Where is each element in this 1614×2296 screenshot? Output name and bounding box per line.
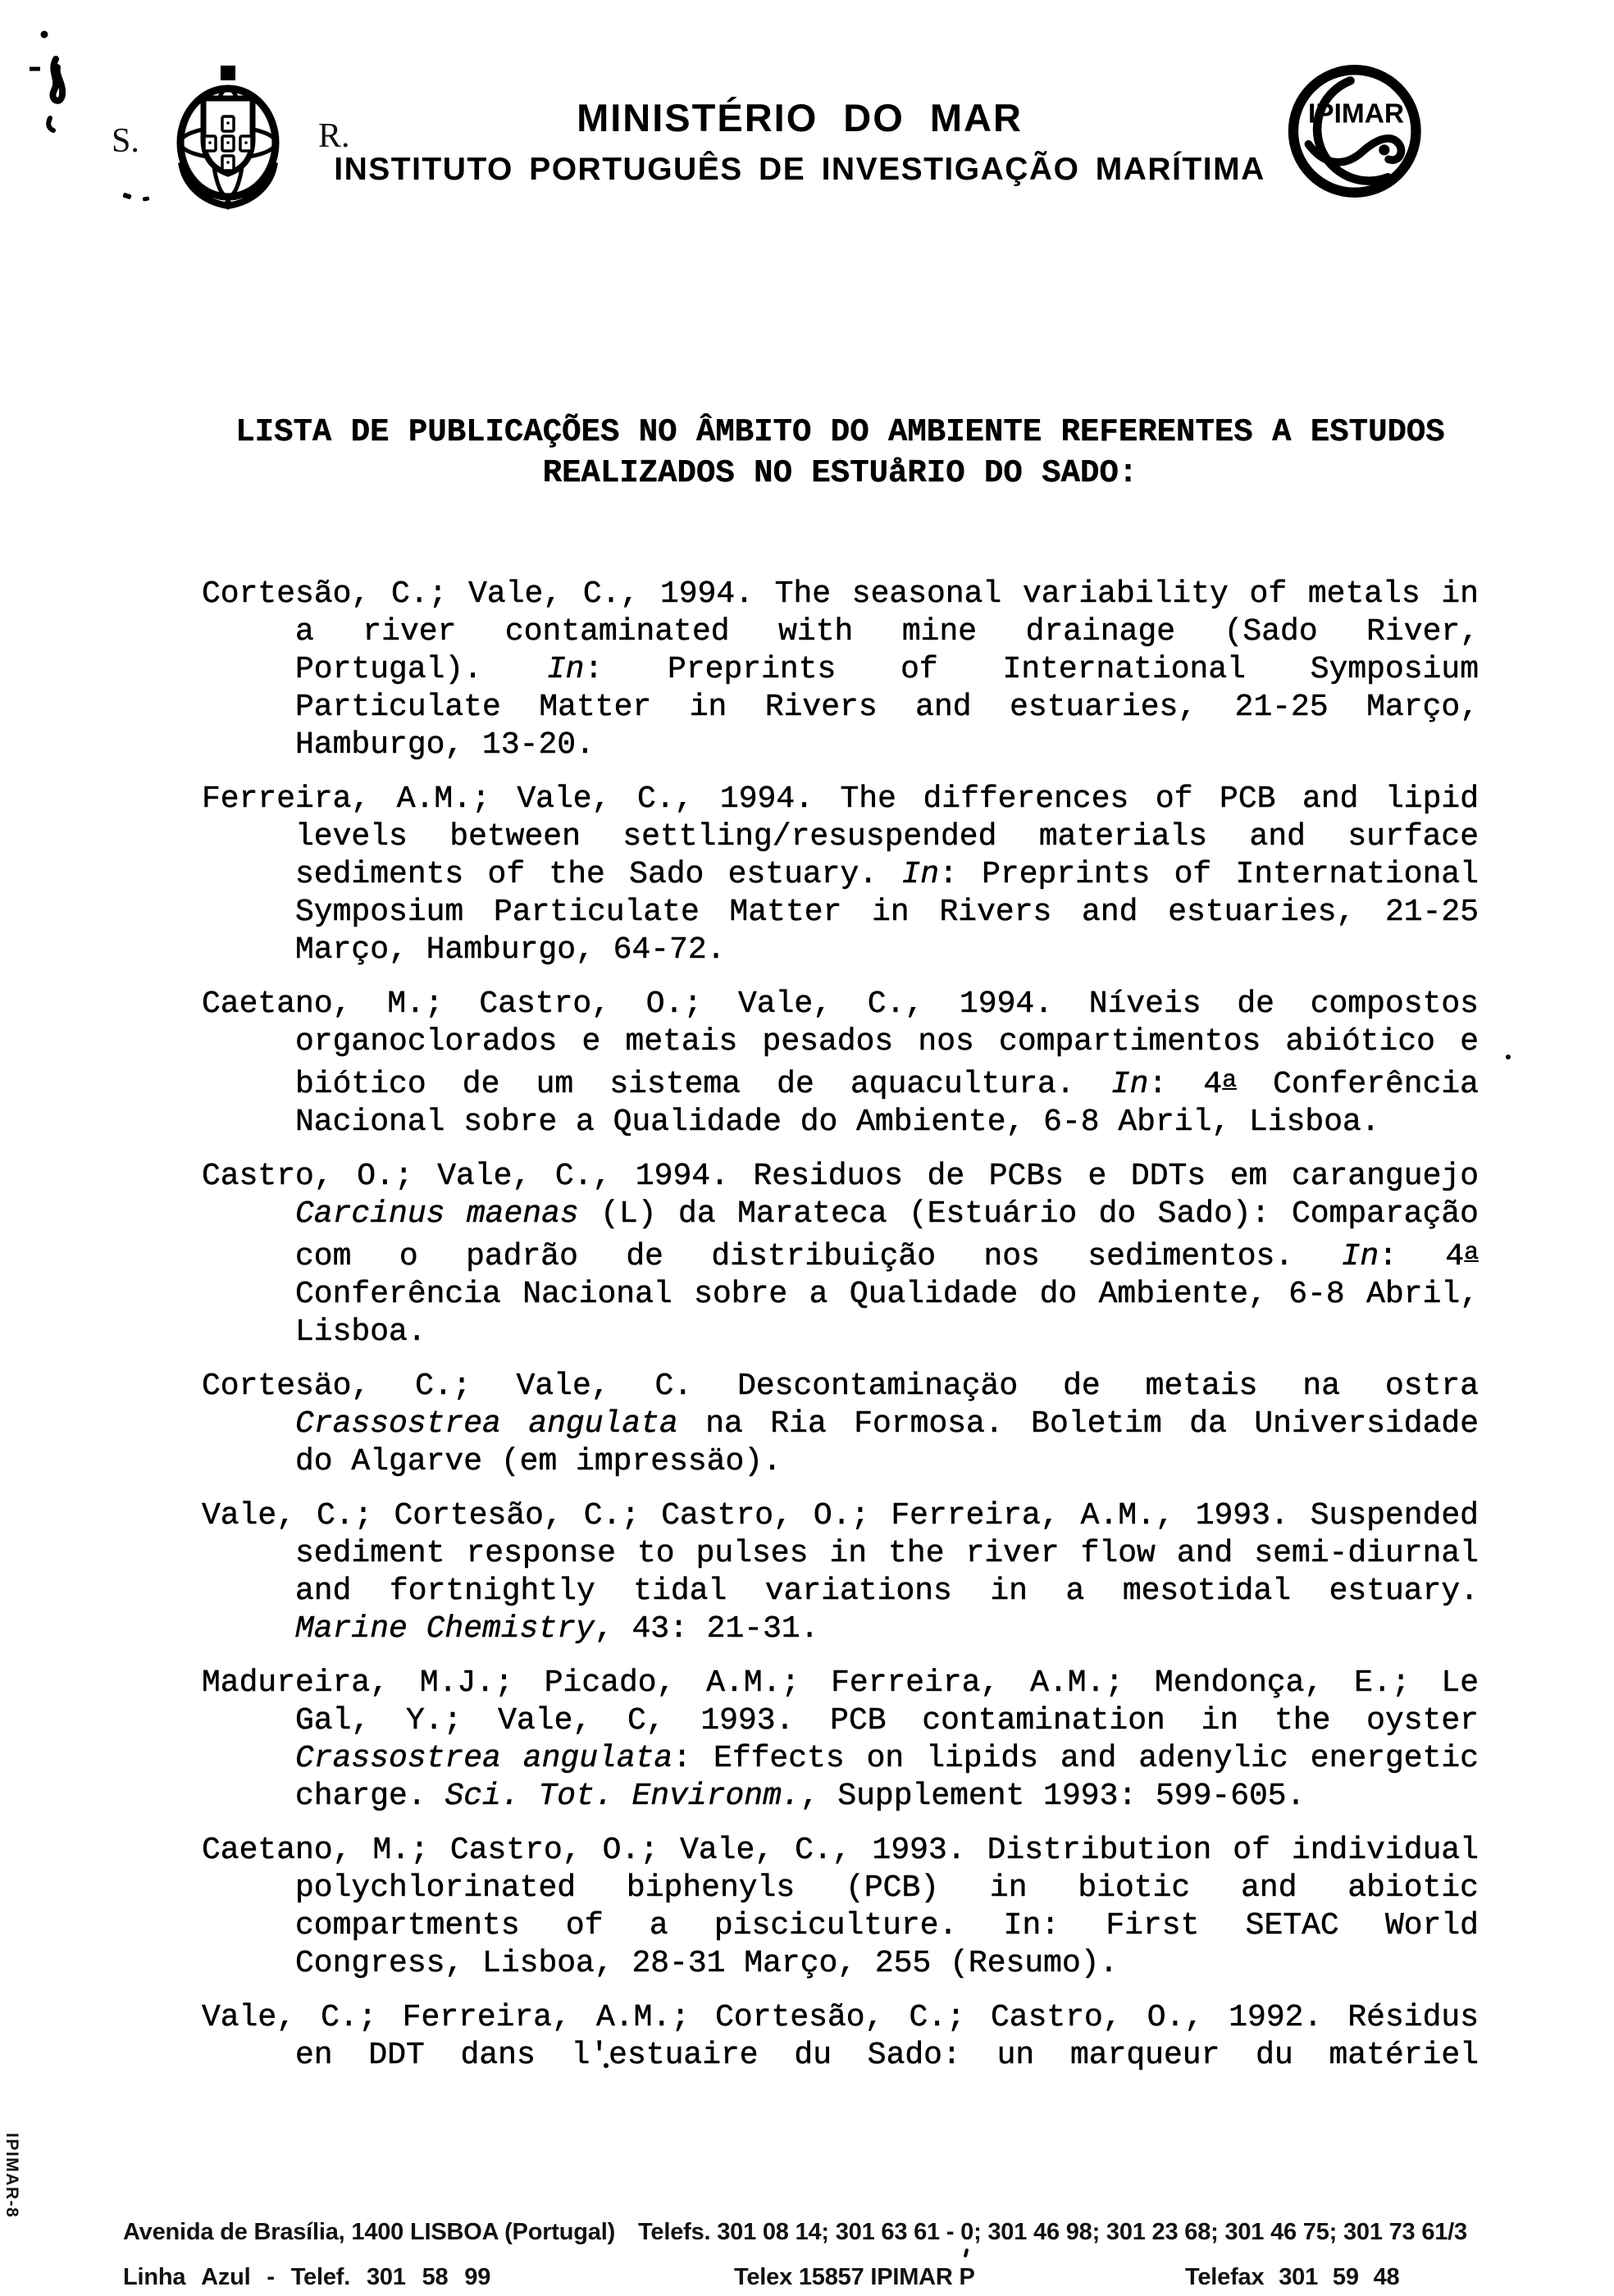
reference-text: compartments of a pisciculture. In: First SETAC World xyxy=(295,1908,1479,1943)
reference-line xyxy=(202,1702,1479,1740)
reference-entry xyxy=(202,1999,1479,2075)
reference-text: Cortesão, C.; Vale, C., 1994. The seasonal variability of metals in xyxy=(202,576,1479,612)
ink-speck xyxy=(122,193,131,200)
reference-text: Março, Hamburgo, 64-72. xyxy=(295,932,726,968)
reference-line xyxy=(202,1233,1479,1276)
reference-text: Vale, C.; Ferreira, A.M.; Cortesão, C.; Castro, O., 1992. Résidus xyxy=(202,2000,1479,2035)
reference-line xyxy=(202,1740,1479,1778)
reference-italic-text: In xyxy=(901,857,939,892)
reference-text: organoclorados e metais pesados nos compartimentos abiótico e xyxy=(295,1024,1479,1059)
reference-text: Caetano, M.; Castro, O.; Vale, C., 1994. Níveis de compostos xyxy=(202,986,1479,1022)
header-letter-s: S. xyxy=(112,122,139,160)
ordinal-superscript: a xyxy=(1464,1238,1479,1266)
reference-line xyxy=(202,1368,1479,1405)
reference-text: : Preprints of International Symposium xyxy=(584,652,1479,687)
reference-text: Castro, O.; Vale, C., 1994. Residuos de PCBs e DDTs em caranguejo xyxy=(202,1159,1479,1194)
ink-scribble-mark xyxy=(23,21,89,153)
reference-line xyxy=(202,1196,1479,1233)
reference-line xyxy=(202,1999,1479,2037)
reference-line xyxy=(202,1497,1479,1535)
reference-line xyxy=(202,1061,1479,1104)
reference-line xyxy=(202,1778,1479,1815)
reference-text: Symposium Particulate Matter in Rivers and estuaries, 21-25 xyxy=(295,895,1479,930)
references-list xyxy=(202,576,1479,2091)
reference-text: (L) da Marateca (Estuário do Sado): Comparação xyxy=(578,1196,1479,1232)
reference-text: Cortesäo, C.; Vale, C. Descontaminaçäo de metais na ostra xyxy=(202,1369,1479,1404)
reference-text: sediment response to pulses in the river flow and semi-diurnal xyxy=(295,1536,1479,1571)
footer-telex: Telex 15857 IPIMAR P xyxy=(734,2264,975,2290)
document-title-line1: LISTA DE PUBLICAÇÕES NO ÂMBITO DO AMBIENTE REFERENTES A ESTUDOS xyxy=(235,414,1445,450)
reference-line xyxy=(202,613,1479,651)
ink-speck xyxy=(1506,1055,1511,1059)
reference-line xyxy=(202,818,1479,856)
reference-line xyxy=(202,1405,1479,1443)
reference-line xyxy=(202,1665,1479,1702)
reference-text: , Supplement 1993: 599-605. xyxy=(800,1779,1306,1814)
footer-phones: Telefs. 301 08 14; 301 63 61 - 0; 301 46 98; 301 23 68; 301 46 75; 301 73 61/3 xyxy=(638,2219,1467,2245)
reference-line xyxy=(202,2037,1479,2075)
reference-text: Particulate Matter in Rivers and estuaries, 21-25 Março, xyxy=(295,690,1479,725)
reference-line xyxy=(202,1158,1479,1196)
reference-line xyxy=(202,986,1479,1023)
reference-text: Vale, C.; Cortesão, C.; Castro, O.; Ferreira, A.M., 1993. Suspended xyxy=(202,1498,1479,1533)
reference-italic-text: In xyxy=(1341,1239,1379,1274)
ipimar-logo-text: IPIMAR xyxy=(1308,98,1405,130)
footer-telefax: Telefax 301 59 48 xyxy=(1185,2264,1400,2290)
reference-text: Caetano, M.; Castro, O.; Vale, C., 1993. Distribution of individual xyxy=(202,1833,1479,1868)
reference-line xyxy=(202,1573,1479,1610)
reference-text: , 43: 21-31. xyxy=(594,1611,819,1647)
reference-entry xyxy=(202,1665,1479,1815)
reference-line xyxy=(202,1104,1479,1141)
reference-text: polychlorinated biphenyls (PCB) in biotic and abiotic xyxy=(295,1870,1479,1906)
reference-italic-text: Crassostrea angulata xyxy=(295,1406,678,1442)
header-titles xyxy=(328,95,1271,188)
footer-services-line xyxy=(123,2264,1501,2295)
reference-text: en DDT dans l'estuaire du Sado: un marqueur du matériel xyxy=(295,2038,1479,2073)
footer-address-line xyxy=(123,2219,1501,2246)
ink-speck xyxy=(143,196,150,201)
reference-line xyxy=(202,1276,1479,1314)
reference-italic-text: Crassostrea angulata xyxy=(295,1741,673,1776)
reference-line xyxy=(202,894,1479,932)
reference-line xyxy=(202,932,1479,969)
reference-line xyxy=(202,1832,1479,1870)
reference-text: levels between settling/resuspended materials and surface xyxy=(295,819,1479,854)
reference-line xyxy=(202,1023,1479,1061)
reference-text: Conferência xyxy=(1236,1067,1479,1102)
reference-line xyxy=(202,1945,1479,1983)
ministry-title: MINISTÉRIO DO MAR xyxy=(577,96,1023,139)
reference-text: Hamburgo, 13-20. xyxy=(295,727,595,763)
reference-entry xyxy=(202,986,1479,1141)
document-title-line2: REALIZADOS NO ESTUåRIO DO SADO: xyxy=(542,455,1138,491)
ordinal-superscript: a xyxy=(1222,1066,1237,1094)
reference-line xyxy=(202,727,1479,764)
reference-line xyxy=(202,576,1479,613)
reference-text: biótico de um sistema de aquacultura. xyxy=(295,1067,1111,1102)
reference-entry xyxy=(202,781,1479,969)
reference-text: : Preprints of International xyxy=(939,857,1479,892)
reference-text: Nacional sobre a Qualidade do Ambiente, 6-8 Abril, Lisboa. xyxy=(295,1105,1380,1140)
reference-line xyxy=(202,1314,1479,1351)
reference-text: : 4 xyxy=(1148,1067,1223,1102)
reference-line xyxy=(202,856,1479,894)
reference-line xyxy=(202,1443,1479,1481)
reference-text: charge. xyxy=(295,1779,445,1814)
footer-address: Avenida de Brasília, 1400 LISBOA (Portugal) xyxy=(123,2219,616,2245)
reference-text: Conferência Nacional sobre a Qualidade do Ambiente, 6-8 Abril, xyxy=(295,1277,1479,1312)
reference-text: Congress, Lisboa, 28-31 Março, 255 (Resumo). xyxy=(295,1946,1119,1981)
reference-text: Lisboa. xyxy=(295,1314,426,1350)
reference-line xyxy=(202,781,1479,818)
reference-text: com o padrão de distribuição nos sedimentos. xyxy=(295,1239,1342,1274)
reference-italic-text: Carcinus maenas xyxy=(295,1196,579,1232)
reference-text: Gal, Y.; Vale, C, 1993. PCB contamination in the oyster xyxy=(295,1703,1479,1738)
header-letter-r: R. xyxy=(318,117,350,155)
reference-entry xyxy=(202,1497,1479,1648)
ipimar-logo-icon xyxy=(1281,59,1425,203)
reference-italic-text: Marine Chemistry xyxy=(295,1611,595,1647)
institute-title: INSTITUTO PORTUGUÊS DE INVESTIGAÇÃO MARÍTIMA xyxy=(334,152,1265,187)
reference-text: do Algarve (em impressäo). xyxy=(295,1444,782,1479)
reference-text: sediments of the Sado estuary. xyxy=(295,857,902,892)
reference-text: and fortnightly tidal variations in a mesotidal estuary. xyxy=(295,1574,1479,1609)
reference-entry xyxy=(202,1158,1479,1351)
reference-entry xyxy=(202,1368,1479,1481)
reference-line xyxy=(202,1535,1479,1573)
side-form-code: IPIMAR-8 xyxy=(2,2133,21,2219)
reference-line xyxy=(202,1610,1479,1648)
reference-text: : 4 xyxy=(1379,1239,1465,1274)
reference-line xyxy=(202,1907,1479,1945)
reference-text: Madureira, M.J.; Picado, A.M.; Ferreira, A.M.; Mendonça, E.; Le xyxy=(202,1665,1479,1701)
reference-text: Ferreira, A.M.; Vale, C., 1994. The differences of PCB and lipid xyxy=(202,781,1479,817)
document-title xyxy=(202,412,1479,494)
reference-entry xyxy=(202,576,1479,764)
portuguese-coat-of-arms-icon xyxy=(166,66,290,210)
reference-text: Portugal). xyxy=(295,652,547,687)
reference-italic-text: Sci. Tot. Environm. xyxy=(445,1779,800,1814)
reference-entry xyxy=(202,1832,1479,1983)
reference-text: : Effects on lipids and adenylic energetic xyxy=(672,1741,1479,1776)
reference-italic-text: In xyxy=(546,652,585,687)
footer-linha-azul: Linha Azul - Telef. 301 58 99 xyxy=(123,2264,491,2290)
reference-text: a river contaminated with mine drainage (Sado River, xyxy=(295,614,1479,649)
footer-contact-block xyxy=(123,2219,1501,2295)
reference-italic-text: In xyxy=(1110,1067,1149,1102)
reference-line xyxy=(202,1870,1479,1907)
reference-text: na Ria Formosa. Boletim da Universidade xyxy=(677,1406,1479,1442)
reference-line xyxy=(202,651,1479,689)
reference-line xyxy=(202,689,1479,727)
